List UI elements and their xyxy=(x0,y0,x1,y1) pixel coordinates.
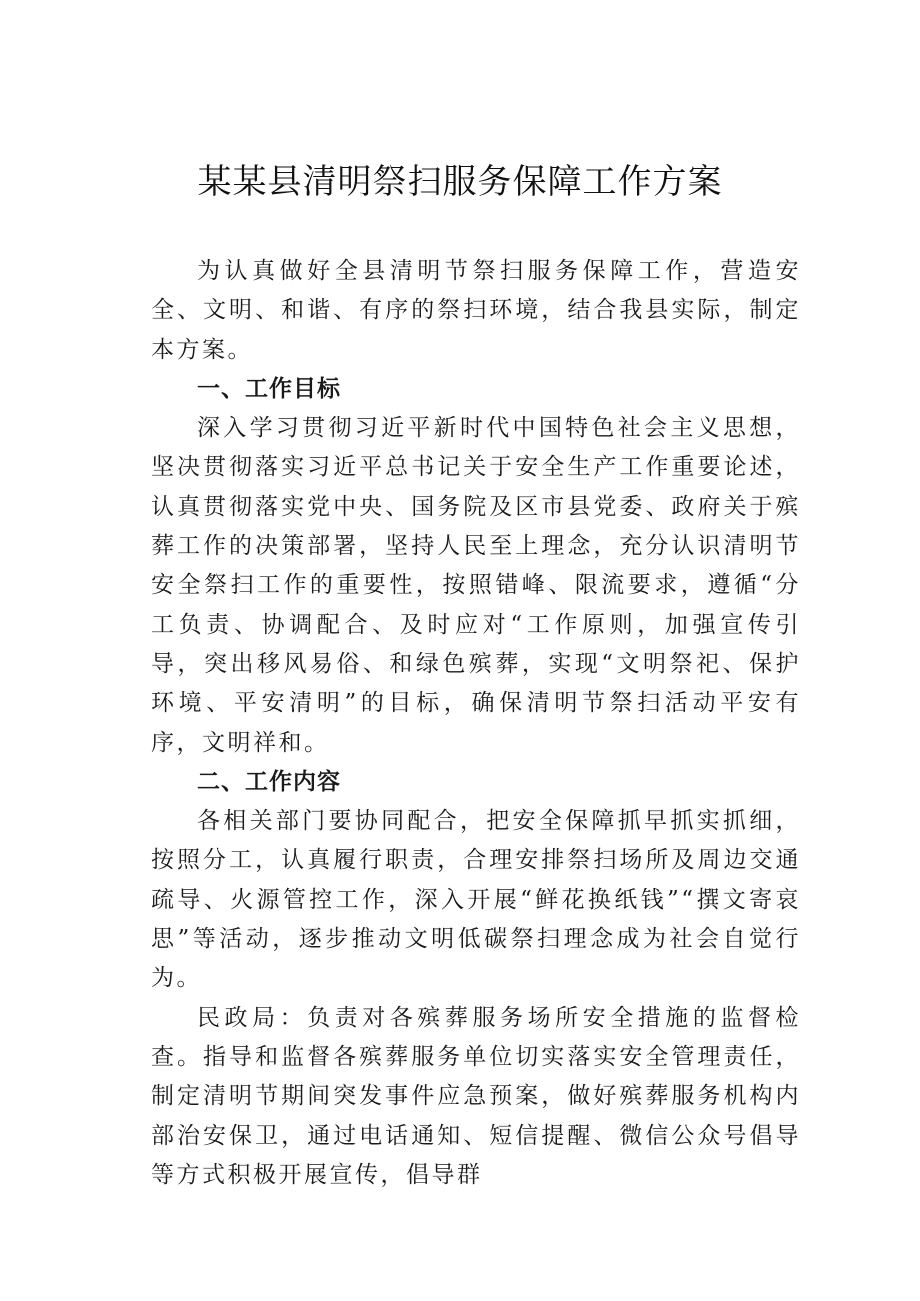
document-title: 某某县清明祭扫服务保障工作方案 xyxy=(197,162,723,202)
intro-paragraph: 为认真做好全县清明节祭扫服务保障工作，营造安全、文明、和谐、有序的祭扫环境，结合我县实际，制定本方案。 xyxy=(151,258,801,363)
content-paragraph: 各相关部门要协同配合，把安全保障抓早抓实抓细，按照分工，认真履行职责，合理安排祭扫场所及周边交通疏导、火源管控工作，深入开展“鲜花换纸钱”“撰文寄哀思”等活动，逐步推动文明低碳祭扫理念成为社会自觉行为。 xyxy=(151,808,801,992)
section-heading-content: 二、工作内容 xyxy=(197,768,341,795)
civil-affairs-paragraph: 民政局：负责对各殡葬服务场所安全措施的监督检查。指导和监督各殡葬服务单位切实落实安全管理责任，制定清明节期间突发事件应急预案，做好殡葬服务机构内部治安保卫，通过电话通知、短信提醒、微信公众号倡导等方式积极开展宣传，倡导群 xyxy=(151,1004,801,1188)
goals-paragraph: 深入学习贯彻习近平新时代中国特色社会主义思想，坚决贯彻落实习近平总书记关于安全生产工作重要论述，认真贯彻落实党中央、国务院及区市县党委、政府关于殡葬工作的决策部署，坚持人民至上理念，充分认识清明节安全祭扫工作的重要性，按照错峰、限流要求，遵循“分工负责、协调配合、及时应对“工作原则，加强宣传引导，突出移风易俗、和绿色殡葬，实现“文明祭祀、保护环境、平安清明”的目标，确保清明节祭扫活动平安有序，文明祥和。 xyxy=(151,415,801,756)
document-body xyxy=(151,252,801,1195)
section-heading-goals: 一、工作目标 xyxy=(197,375,341,402)
